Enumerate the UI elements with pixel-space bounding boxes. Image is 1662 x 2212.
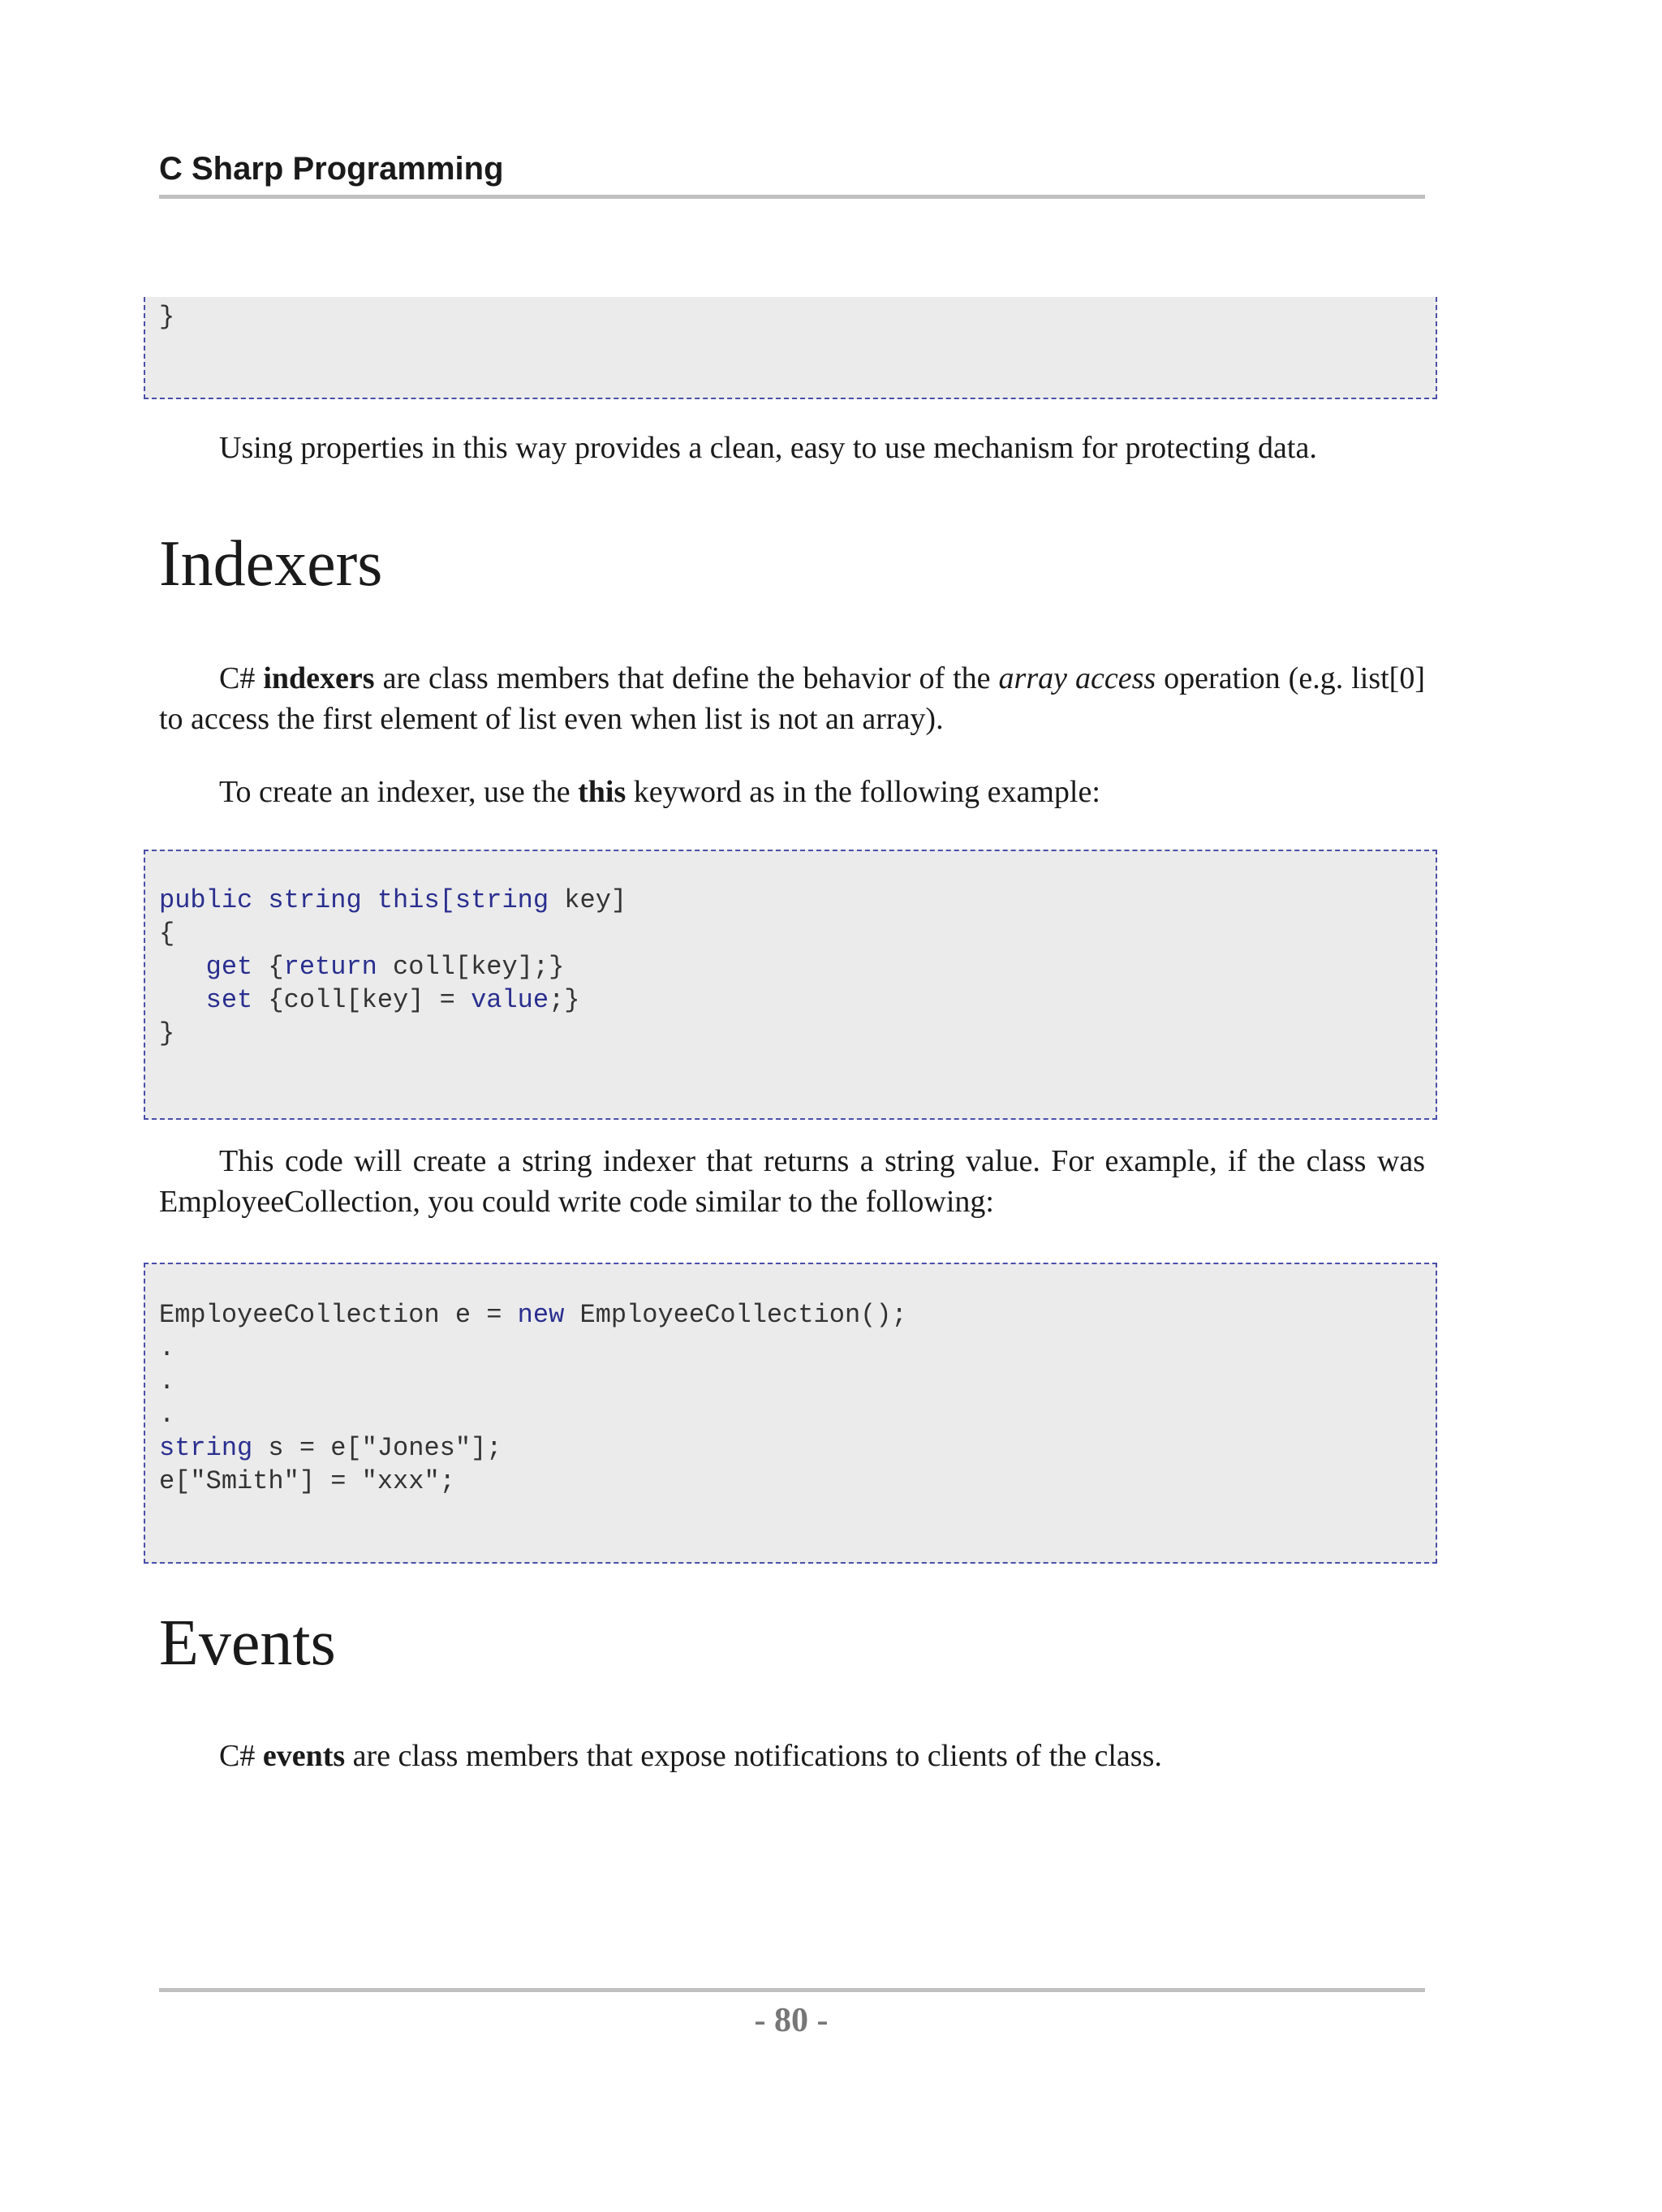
code-line: string s = e["Jones"]; <box>159 1433 502 1463</box>
code-line: { <box>159 919 175 949</box>
code-block-usage <box>144 1263 1437 1564</box>
paragraph-indexers-intro: C# indexers are class members that define the behavior of the array access operation (e.g. list[0] to access the first element of list even when list is not an array). <box>159 661 1425 736</box>
code-line: EmployeeCollection e = new EmployeeCollection(); <box>159 1300 907 1330</box>
code-line: . <box>159 1366 175 1396</box>
paragraph-indexers-this: To create an indexer, use the this keyword as in the following example: <box>219 775 1100 809</box>
code-line: public string this[string key] <box>159 885 627 915</box>
code-block-indexer <box>144 850 1437 1120</box>
paragraph-properties: Using properties in this way provides a clean, easy to use mechanism for protecting data. <box>219 431 1317 465</box>
code-block-continued <box>144 297 1437 399</box>
footer-rule <box>159 1988 1425 1992</box>
code-line: . <box>159 1333 175 1363</box>
code-line: get {return coll[key];} <box>205 952 565 982</box>
heading-indexers: Indexers <box>159 528 383 600</box>
page-number: - 80 - <box>754 2002 829 2039</box>
code-line: set {coll[key] = value;} <box>205 985 580 1015</box>
header-rule <box>159 195 1425 199</box>
code-line: e["Smith"] = "xxx"; <box>159 1466 455 1496</box>
code-line: } <box>159 302 175 332</box>
heading-events: Events <box>159 1607 336 1679</box>
code-line: } <box>159 1018 175 1048</box>
code-line: . <box>159 1400 175 1430</box>
paragraph-indexer-explanation: This code will create a string indexer that returns a string value. For example, if the class was EmployeeCollection, you could write code similar to the following: <box>159 1144 1425 1219</box>
paragraph-events: C# events are class members that expose notifications to clients of the class. <box>219 1739 1162 1773</box>
running-header-title: C Sharp Programming <box>159 151 504 187</box>
